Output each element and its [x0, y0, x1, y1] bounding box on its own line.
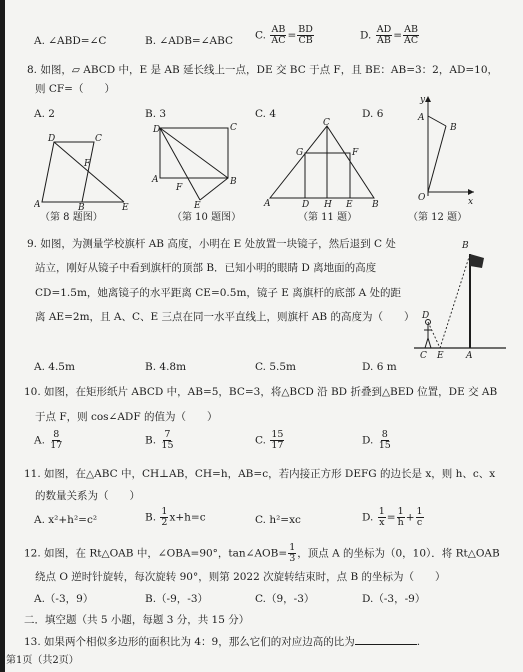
q9-option-d: D. 6 m — [362, 361, 397, 373]
fig8-label: D — [48, 134, 56, 144]
fig11-label: A — [264, 199, 271, 208]
q10-line-1: 10. 如图，在矩形纸片 ABCD 中，AB=5，BC=3，将△BCD 沿 BD 折叠到△BED 位置，DE 交 AB — [24, 386, 498, 398]
fig10-label: C — [230, 123, 237, 133]
q12-line-1: 12. 如图，在 Rt△OAB 中，∠OBA=90°，tan∠AOB= $\frac{1}{3}$ ，顶点 A 的坐标为（0，10）．将 Rt△OAB — [24, 542, 500, 564]
figure-12-caption: （第 12 题） — [408, 212, 468, 223]
q8-option-c: C. 4 — [255, 108, 277, 120]
q10-option-a: A. $\frac{8}{17}$ — [34, 429, 63, 451]
q11-option-c: C. h²=xc — [255, 514, 301, 526]
figure-10-caption: （第 10 题图） — [172, 212, 242, 223]
figure-11-triangle — [262, 118, 382, 208]
figure-8-caption: （第 8 题图） — [40, 212, 103, 223]
fig9-label: E — [437, 351, 444, 360]
fig8-label: F — [84, 159, 91, 169]
fig12-label: A — [418, 113, 425, 123]
q9-option-a: A. 4.5m — [34, 361, 75, 373]
q11-option-d: D. $\frac{1}{x}$ = $\frac{1}{h}$ + $\frac{1}{c}$ — [362, 506, 423, 528]
q9-line-1: 9. 如图，为测量学校旗杆 AB 高度，小明在 E 处放置一块镜子，然后退到 C 处 — [27, 238, 396, 250]
q12-option-b: B.（-9，-3） — [145, 593, 209, 605]
q12-option-d: D.（-3，-9） — [362, 593, 426, 605]
scan-edge-shadow — [0, 0, 5, 672]
q9-line-3: CD=1.5m，她离镜子的水平距离 CE=0.5m，镜子 E 离旗杆的底部 A 处的距 — [35, 287, 401, 299]
fig9-label: C — [420, 351, 427, 360]
q10-line-2: 于点 F，则 cos∠ADF 的值为（ ） — [35, 411, 218, 423]
fig9-label: A — [466, 351, 473, 360]
q8-option-d: D. 6 — [362, 108, 384, 120]
fig11-label: H — [324, 200, 332, 208]
q11-option-a: A. x²+h²=c² — [34, 514, 98, 526]
fig8-label: A — [34, 200, 41, 210]
q10-option-c: C. $\frac{15}{17}$ — [255, 429, 284, 451]
figure-9-flagpole — [410, 236, 510, 360]
fig12-label: x — [468, 197, 474, 207]
fig9-label: D — [422, 311, 430, 321]
figure-12-coordinate — [398, 92, 478, 208]
fig10-label: F — [176, 183, 183, 193]
q8-line-1: 8. 如图，▱ ABCD 中，E 是 AB 延长线上一点，DE 交 BC 于点 F，且 BE：AB=3：2，AD=10， — [27, 64, 499, 76]
q7-option-d: D. $\frac{AD}{AB}$ = $\frac{AB}{AC}$ — [360, 24, 419, 46]
fig11-label: G — [296, 148, 304, 158]
fig9-label: B — [462, 241, 469, 251]
q13-answer-blank[interactable] — [355, 634, 417, 645]
fig11-label: C — [323, 118, 330, 128]
fig11-label: D — [302, 200, 310, 208]
fig11-label: F — [352, 148, 359, 158]
fig8-label: B — [78, 203, 85, 210]
q13-text: 13. 如果两个相似多边形的面积比为 4：9，那么它们的对应边高的比为 . — [24, 636, 421, 648]
q12-line-2: 绕点 O 逆时针旋转，每次旋转 90°，则第 2022 次旋转结束时，点 B 的坐标为（ ） — [35, 571, 446, 583]
q11-option-b: B. $\frac{1}{2}$ x+h=c — [145, 506, 206, 528]
q7-option-a: A. ∠ABD=∠C — [34, 35, 107, 47]
q12-option-a: A.（-3，9） — [34, 593, 94, 605]
fig10-label: D — [153, 125, 161, 135]
section-2-heading: 二．填空题（共 5 小题，每题 3 分，共 15 分） — [24, 614, 250, 626]
fig10-label: B — [230, 177, 237, 187]
q7-option-c: C. $\frac{AB}{AC}$ = $\frac{BD}{CB}$ — [255, 24, 313, 46]
fig12-label: O — [418, 193, 426, 203]
fig10-label: A — [152, 175, 159, 185]
q9-line-2: 站立，刚好从镜子中看到旗杆的顶部 B．已知小明的眼睛 D 离地面的高度 — [35, 262, 377, 274]
q9-line-4: 离 AE=2m，且 A、C、E 三点在同一水平直线上，则旗杆 AB 的高度为（ ） — [35, 311, 415, 323]
q10-option-d: D. $\frac{8}{15}$ — [362, 429, 391, 451]
q11-line-1: 11. 如图，在△ABC 中，CH⊥AB，CH=h，AB=c，若内接正方形 DEFG 的边长是 x，则 h、c、x — [24, 468, 496, 480]
fig12-label: y — [420, 95, 426, 105]
fig8-label: E — [122, 203, 129, 210]
figure-10-rectangle — [150, 120, 240, 208]
q8-option-a: A. 2 — [34, 108, 55, 120]
fig11-label: B — [372, 200, 379, 208]
fig8-label: C — [95, 134, 102, 144]
q11-line-2: 的数量关系为（ ） — [35, 490, 140, 502]
fig11-label: E — [346, 200, 353, 208]
q9-option-c: C. 5.5m — [255, 361, 296, 373]
page-footer: 第1页（共2页） — [6, 655, 79, 666]
q10-option-b: B. $\frac{7}{15}$ — [145, 429, 174, 451]
q9-option-b: B. 4.8m — [145, 361, 187, 373]
q8-line-2: 则 CF=（ ） — [35, 83, 115, 95]
figure-11-caption: （第 11 题） — [298, 212, 358, 223]
fig12-label: B — [450, 123, 457, 133]
q7-option-b: B. ∠ADB=∠ABC — [145, 35, 234, 47]
fig10-label: E — [194, 201, 201, 208]
figure-8-parallelogram — [34, 130, 134, 210]
q12-option-c: C.（9，-3） — [255, 593, 315, 605]
q8-option-b: B. 3 — [145, 108, 167, 120]
